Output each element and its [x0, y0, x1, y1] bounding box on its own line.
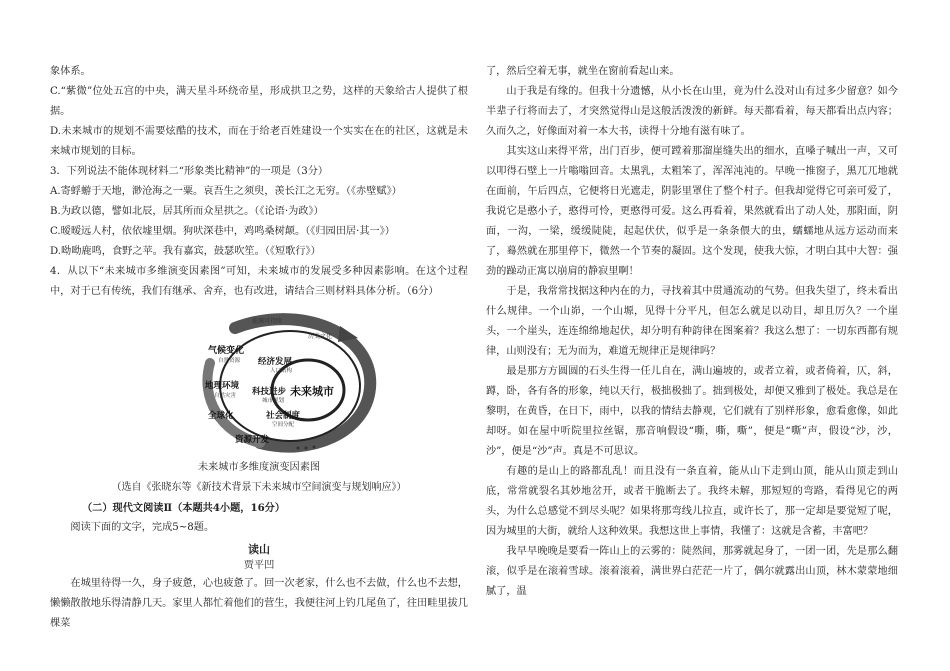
section-heading: （二）现代文阅读Ⅱ（本题共4小题，16分）	[82, 502, 286, 514]
label-social-sub: 空间分配	[272, 422, 295, 428]
label-history: 历史文化	[308, 333, 333, 340]
dot	[297, 447, 300, 450]
label-energy: 能源可持续	[252, 318, 283, 325]
paragraph: 有趣的是山上的路都乱乱！而且没有一条直着，能从山下走到山顶，能从山顶走到山底，常常就裂名其妙地岔开，或者干脆断去了。我终未解，那短短的弯路，看得见它的两头，为什么总感觉不到尽头呢？如果将那弯线儿拉直，或许长了，那一定却是要觉短了呢，因为城里的大街，就给人这种效果。我想这世上事情，我懂了：这就是含蓄，丰富吧？	[486, 466, 898, 537]
option-a: A.寄蜉蝣于天地，渺沧海之一粟。哀吾生之须臾，羡长江之无穷。（《赤壁赋》）	[50, 186, 402, 197]
paragraph: 其实这山来得平常，出门百步，便可蹚着那溜崖缝失出的细水，直嗓子喊出一声，又可以叩得石壁上一片嗡嗡回音。太黑乳，太粗笨了，浑浑沌沌的。早晚一推窗子，黑兀兀地就在面前，午后四点，它便将日光遮走，阴影里罩住了整个村子。但我却觉得它可亲可爱了，我说它是憨小子，憨得可怜，更憨得可爱。这么再看着，果然就看出了动人处，那阳面，阴面，一沟，一梁，缓缓陡陡，起起伏伏，似乎是一条条偎大的虫，蠕蠕地从远方运动而来了，蓦然就在那里停下，微然一个节奏的凝固。这个发现，使我大惊，才明白其中大智：强劲的躁动正寓以崩肩的静寂里啊！	[486, 146, 898, 277]
option-b: B.为政以德，譬如北辰，居其所而众星拱之。（《论语·为政》）	[50, 206, 324, 217]
future-city-diagram	[190, 308, 380, 458]
paragraph: 于是，我常常找据这种内在的力，寻找着其中贯通流动的气势。但我失望了，终未看出什么规律。一个山峁，一个山塬，见得十分平凡，但怎么就足以动目，却且厉久？一个崖头，一个崖头，连连绵绵地起伏，却分明有种韵律在图案着？我这么想了：一切东西都有规律，山则没有；无为而为，难道无规律正是规律吗？	[486, 286, 898, 357]
label-economy: 经济发展	[258, 357, 293, 367]
dot	[313, 446, 316, 449]
text-line: 象体系。	[50, 66, 91, 77]
figure-source: （选自《张晓东等《新技术背景下未来城市空间演变与规划响应》）	[111, 482, 407, 493]
label-social: 社会制度	[266, 411, 301, 421]
question-3: 3．下列说法不能体现材料二“形象类比精神”的一项是（3分）	[50, 166, 329, 177]
label-resource: 资源开发	[235, 435, 270, 445]
article-author: 贾平凹	[243, 560, 275, 571]
paragraph: 最是那方方圆圆的石头生得一任儿自在，满山遍坡的，或者立着，或者倚着，仄，斜，蹲，卧，各有各的形象，纯以天行，极拙极拙了。拙到极处，却便又雅到了极处。我总是在黎明，在黄昏，在日下，雨中，以我的情结去静观，它们就有了别样形象，愈看愈像，如此却呀。如在屋中听院里拉丝锯，那音响假设“嘶，嘶，嘶”，便是“嘶”声，假设“沙，沙，沙”，便是“沙”声。真是不可思议。	[486, 366, 898, 457]
label-geo-sub: 自然灾害	[214, 393, 237, 399]
label-globalization: 全球化	[208, 411, 234, 421]
label-population: 人口结构	[270, 368, 293, 374]
diagram-svg	[190, 308, 380, 458]
question-4: 4．从以下“未来城市多维演变因素图”可知，未来城市的发展受多种因素影响。在这个过程中，对于已有传统，我们有继承、舍弃，也有改进，请结合三则材料具体分析。（6分）	[50, 266, 468, 297]
dot	[305, 447, 308, 450]
instruction: 阅读下面的文字，完成5~8题。	[70, 522, 215, 533]
left-column	[50, 62, 468, 634]
article-title: 读山	[248, 543, 270, 556]
paragraph: 山于我是有缘的。但我十分遗憾，从小长在山里，竟为什么没对山有过多少留意？如今半辈子行将而去了，才突然觉得山是这般活泼泼的新鲜。每天都看着，每天都看出点内容；久而久之，好像面对着一本大书，读得十分地有滋有味了。	[486, 86, 898, 137]
paragraph: 我早早晚晚是要看一阵山上的云雾的：陡然间，那雾就起身了，一团一团，先是那么翻滚，似乎是在滚着雪球。滚着滚着，满世界白茫茫一片了，偶尔就露出山顶，林木蒙蒙地细腻了，温	[486, 546, 898, 597]
text-line: C.“紫微”位处五宫的中央，满天星斗环绕帝星，形成拱卫之势，这样的天象给古人提供了根据。	[50, 86, 468, 117]
paragraph: 在城里待得一久，身子疲惫，心也疲惫了。回一次老家，什么也不去做，什么也不去想，懒懒散散地乐得清静几天。家里人都忙着他们的营生，我便往河上钓几尾鱼了，往田畦里拔几棵菜	[50, 578, 468, 629]
label-tech: 科技进步	[252, 387, 287, 397]
option-c: C.暧暧远人村，依依墟里烟。狗吠深巷中，鸡鸣桑树颠。（《归园田居·其一》）	[50, 226, 395, 237]
label-center: 未来城市	[290, 385, 334, 398]
label-climate-sub: 自然资源	[218, 358, 241, 364]
text-line: D.未来城市的规划不需要炫酷的技术，而在于给老百姓建设一个实实在在的社区，这就是未来城市规划的目标。	[50, 126, 468, 157]
figure-caption: 未来城市多维度演变因素图	[197, 462, 321, 473]
paragraph: 了，然后空着无事，就坐在窗前看起山来。	[486, 66, 680, 77]
label-climate: 气候变化	[208, 346, 245, 356]
label-tech-sub: 城市规划	[262, 398, 285, 404]
option-d: D.呦呦鹿鸣，食野之苹。我有嘉宾，鼓瑟吹笙。（《短歌行》）	[50, 246, 321, 257]
right-column	[486, 62, 898, 602]
label-geo: 地理环境	[205, 381, 240, 391]
